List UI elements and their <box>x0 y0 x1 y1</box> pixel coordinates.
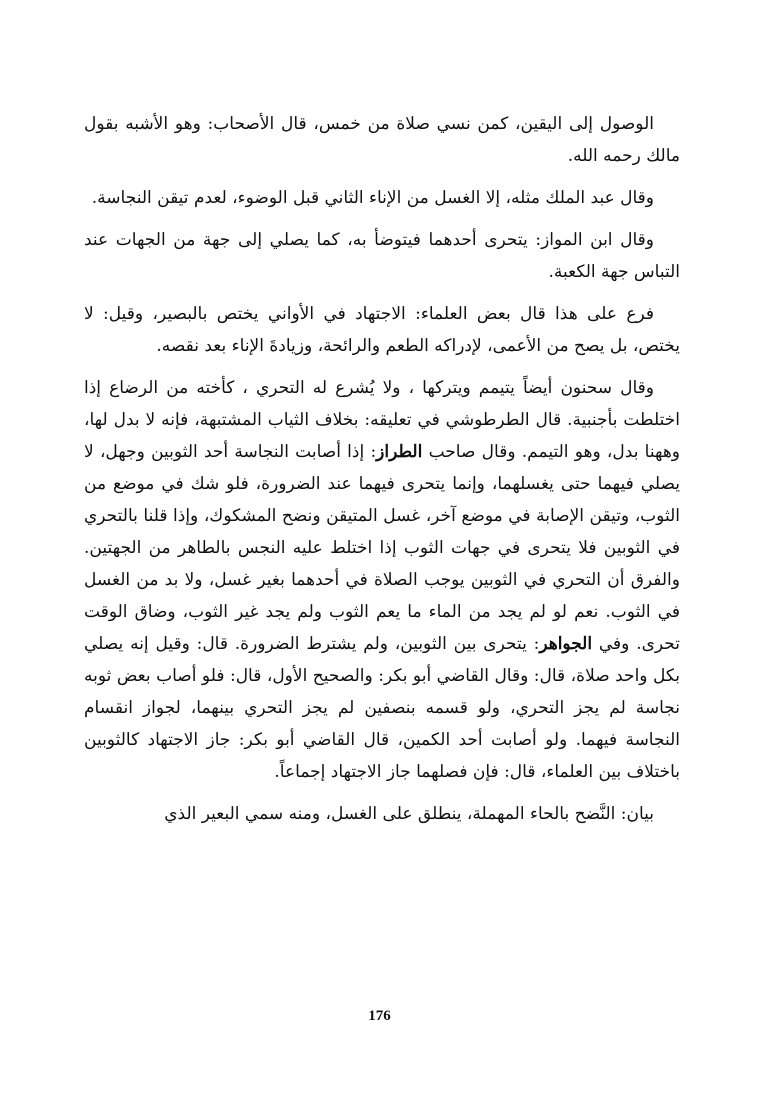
paragraph-3: وقال ابن المواز: يتحرى أحدهما فيتوضأ به، كما يصلي إلى جهة من الجهات عند التباس جهة الكعبة. <box>84 230 680 282</box>
body-text <box>84 108 680 840</box>
paragraph-5-text-c: : يتحرى بين الثوبين، ولم يشترط الضرورة. قال: وقيل إنه يصلي بكل واحد صلاة، قال: وقال القاضي أبو بكر: والصحيح الأول، قال: فلو أصاب بعض ثوبه نجاسة لم يجز التحري، ولو قسمه بنصفين لم يجز التحري بينهما، لجواز انقسام النجاسة فيهما. ولو أصابت أحد الكمين، قال القاضي أبو بكر: جاز الاجتهاد كالثوبين باختلاف بين العلماء، قال: فإن فصلهما جاز الاجتهاد إجماعاً. <box>84 634 680 782</box>
paragraph-4: فرع على هذا قال بعض العلماء: الاجتهاد في الأواني يختص بالبصير، وقيل: لا يختص، بل يصح من الأعمى، لإدراكه الطعم والرائحة، وزيادةَ الإناء بعد نقصه. <box>84 304 680 356</box>
paragraph-5-text-a: وقال سحنون أيضاً يتيمم ويتركها ، ولا يُشرع له التحري ، كأخته من الرضاع إذا اختلطت بأجنبية. قال الطرطوشي في تعليقه: بخلاف الثياب المشتبهة، فإنه لا بدل لها، وههنا بدل، وهو التيمم. وقال صاحب <box>84 378 680 462</box>
paragraph-1: الوصول إلى اليقين، كمن نسي صلاة من خمس، قال الأصحاب: وهو الأشبه بقول مالك رحمه الله. <box>84 114 680 166</box>
paragraph-5-text-b: : إذا أصابت النجاسة أحد الثوبين وجهل، لا يصلي فيهما حتى يغسلهما، وإنما يتحرى فيهما عند الضرورة، فلو شك في موضع من الثوب، وتيقن الإصابة في موضع آخر، غسل المتيقن ونضح المشكوك، وإذا قلنا بالتحري في الثوبين فلا يتحرى في جهات الثوب إذا اختلط عليه النجس بالطاهر من الجهتين. والفرق أن التحري في الثوبين يوجب الصلاة في أحدهما بغير غسل، ولا بد من الغسل في الثوب. نعم لو لم يجد من الماء ما يعم الثوب ولم يجد غير الثوب، وضاق الوقت تحرى. وفي <box>84 442 681 654</box>
term-jawahir: الجواهر <box>539 634 593 654</box>
page-number: 176 <box>368 1008 391 1024</box>
paragraph-2: وقال عبد الملك مثله، إلا الغسل من الإناء الثاني قبل الوضوء، لعدم تيقن النجاسة. <box>91 188 654 208</box>
paragraph-6: بيان: النَّضح بالحاء المهملة، ينطلق على الغسل، ومنه سمي البعير الذي <box>164 804 654 824</box>
term-taraz: الطراز <box>376 442 423 462</box>
paragraph-5 <box>84 372 680 788</box>
